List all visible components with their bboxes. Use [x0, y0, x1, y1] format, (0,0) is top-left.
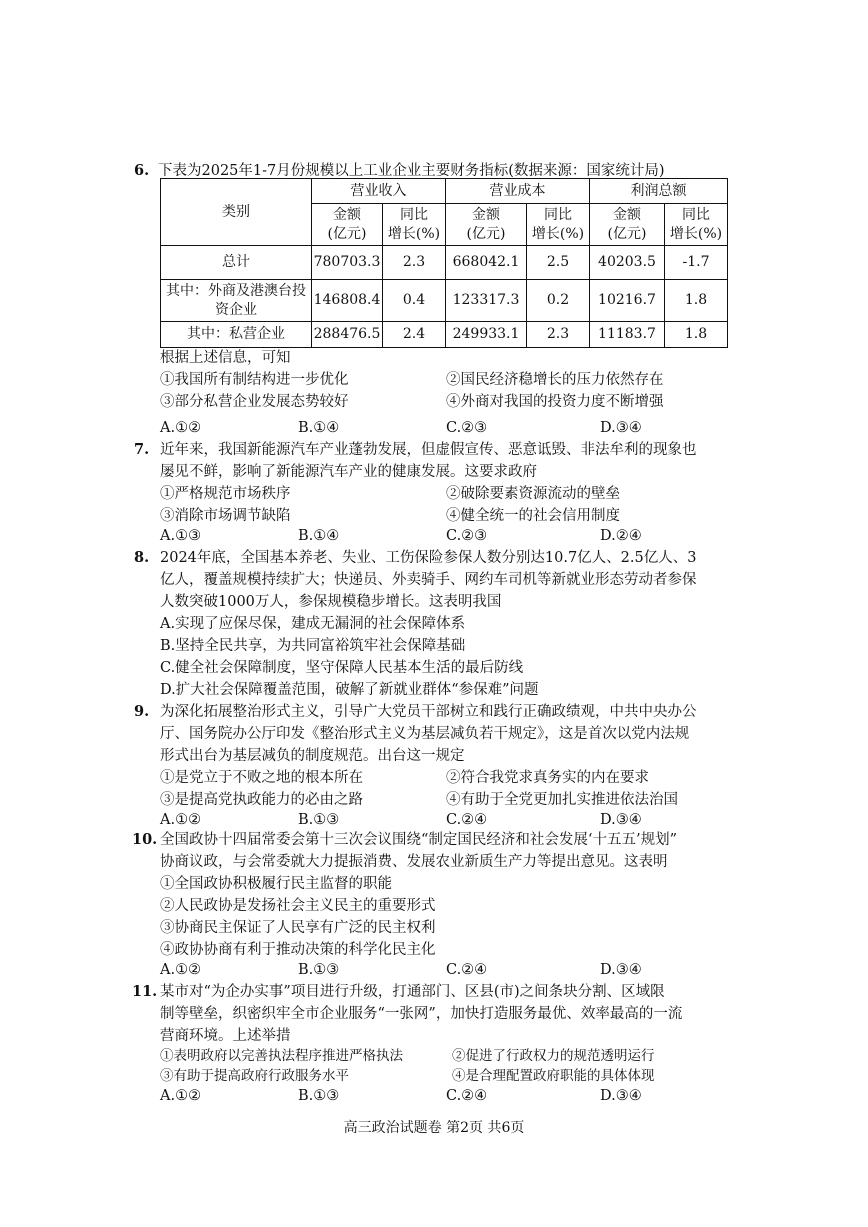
table-cell: 11183.7	[590, 322, 665, 348]
question-number: 8.	[134, 549, 150, 566]
question-stem-line: 近年来，我国新能源汽车产业蓬勃发展，但虚假宣传、恶意诋毁、非法牟利的现象也	[160, 442, 697, 458]
statement-item: ④有助于全党更加扎实推进依法治国	[446, 792, 678, 808]
choice-option: D.扩大社会保障覆盖范围，破解了新就业群体“参保难”问题	[160, 682, 539, 698]
choice-option: C.②③	[446, 420, 488, 436]
question-stem-line: 2024年底，全国基本养老、失业、工伤保险参保人数分别达10.7亿人、2.5亿人、3	[160, 550, 697, 566]
statement-item: ①我国所有制结构进一步优化	[160, 372, 349, 388]
table-header-group: 营业成本	[446, 179, 590, 204]
table-cell: 288476.5	[312, 322, 383, 348]
table-cell: 123317.3	[446, 280, 527, 322]
question-stem-line: 人数突破1000万人，参保规模稳步增长。这表明我国	[160, 594, 502, 610]
page-footer: 高三政治试题卷 第2页 共6页	[343, 1120, 525, 1136]
question-number: 10.	[132, 831, 158, 848]
statement-item: ④政协协商有利于推动决策的科学化民主化	[160, 942, 436, 958]
table-cell: -1.7	[665, 246, 728, 280]
choice-option: A.①②	[160, 1088, 202, 1104]
table-cell: 1.8	[665, 322, 728, 348]
choice-option: A.①③	[160, 528, 202, 544]
choice-option: B.①③	[298, 962, 340, 978]
table-row	[161, 322, 728, 348]
statement-item: ②符合我党求真务实的内在要求	[446, 770, 649, 786]
question-lead: 根据上述信息，可知	[160, 350, 291, 366]
choice-option: D.②④	[600, 528, 642, 544]
table-subheader-amount: 金额 (亿元)	[446, 204, 527, 246]
table-cell: 780703.3	[312, 246, 383, 280]
question-stem-line: 全国政协十四届常委会第十三次会议围绕“制定国民经济和社会发展‘十五五’规划”	[160, 832, 678, 848]
table-cell: 249933.1	[446, 322, 527, 348]
choice-option: C.②④	[446, 962, 488, 978]
table-subheader-growth: 同比 增长(%)	[665, 204, 728, 246]
choice-option: A.①②	[160, 962, 202, 978]
choice-option: B.①④	[298, 528, 340, 544]
choice-option: B.①③	[298, 812, 340, 828]
choice-option: C.②③	[446, 528, 488, 544]
statement-item: ③部分私营企业发展态势较好	[160, 394, 349, 410]
statement-item: ②促进了行政权力的规范透明运行	[452, 1048, 655, 1064]
question-stem-line: 屡见不鲜，影响了新能源汽车产业的健康发展。这要求政府	[160, 464, 537, 480]
choice-option: C.②④	[446, 1088, 488, 1104]
statement-item: ②国民经济稳增长的压力依然存在	[446, 372, 664, 388]
table-cell: 10216.7	[590, 280, 665, 322]
question-stem-line: 营商环境。上述举措	[160, 1028, 291, 1044]
table-row	[161, 246, 728, 280]
statement-item: ④是合理配置政府职能的具体体现	[452, 1068, 655, 1084]
choice-option: D.③④	[600, 812, 642, 828]
question-number: 6.	[134, 162, 150, 179]
choice-option: D.③④	[600, 1088, 642, 1104]
statement-item: ②人民政协是发扬社会主义民主的重要形式	[160, 898, 436, 914]
statement-item: ①表明政府以完善执法程序推进严格执法	[160, 1048, 403, 1064]
table-header-group: 营业收入	[312, 179, 446, 204]
choice-option: B.①④	[298, 420, 340, 436]
statement-item: ③消除市场调节缺陷	[160, 508, 291, 524]
choice-option: B.①③	[298, 1088, 340, 1104]
choice-option: D.③④	[600, 420, 642, 436]
choice-option: C.健全社会保障制度，坚守保障人民基本生活的最后防线	[160, 660, 524, 676]
statement-item: ④外商对我国的投资力度不断增强	[446, 394, 664, 410]
statement-item: ①全国政协积极履行民主监督的职能	[160, 876, 392, 892]
table-cell: 2.5	[527, 246, 590, 280]
table-row-label: 其中：外商及港澳台投资企业	[161, 280, 312, 322]
question-stem-line: 为深化拓展整治形式主义，引导广大党员干部树立和践行正确政绩观，中共中央办公	[160, 704, 697, 720]
question-stem: 下表为2025年1-7月份规模以上工业企业主要财务指标(数据来源：国家统计局)	[158, 163, 665, 179]
choice-option: A.①②	[160, 420, 202, 436]
statement-item: ③是提高党执政能力的必由之路	[160, 792, 363, 808]
question-stem-line: 厅、国务院办公厅印发《整治形式主义为基层减负若干规定》，这是首次以党内法规	[160, 726, 690, 742]
choice-option: C.②④	[446, 812, 488, 828]
table-row	[161, 280, 728, 322]
question-number: 7.	[134, 441, 150, 458]
table-cell: 40203.5	[590, 246, 665, 280]
table-header-category: 类别	[161, 179, 312, 246]
statement-item: ③有助于提高政府行政服务水平	[160, 1068, 349, 1084]
table-subheader-amount: 金额 (亿元)	[590, 204, 665, 246]
question-stem-line: 某市对“为企办实事”项目进行升级，打通部门、区县(市)之间条块分割、区域限	[160, 984, 665, 1000]
table-cell: 668042.1	[446, 246, 527, 280]
financial-indicators-table	[160, 178, 728, 348]
statement-item: ④健全统一的社会信用制度	[446, 508, 620, 524]
table-row-label: 总计	[161, 246, 312, 280]
table-cell: 146808.4	[312, 280, 383, 322]
question-stem-line: 协商议政，与会常委就大力提振消费、发展农业新质生产力等提出意见。这表明	[160, 854, 668, 870]
question-stem-line: 形式出台为基层减负的制度规范。出台这一规定	[160, 748, 465, 764]
table-cell: 2.3	[383, 246, 446, 280]
choice-option: A.①②	[160, 812, 202, 828]
table-cell: 0.2	[527, 280, 590, 322]
table-row-label: 其中：私营企业	[161, 322, 312, 348]
choice-option: D.③④	[600, 962, 642, 978]
question-stem-line: 亿人，覆盖规模持续扩大；快递员、外卖骑手、网约车司机等新就业形态劳动者参保	[160, 572, 697, 588]
question-number: 9.	[134, 703, 150, 720]
choice-option: B.坚持全民共享，为共同富裕筑牢社会保障基础	[160, 638, 466, 654]
table-subheader-growth: 同比 增长(%)	[383, 204, 446, 246]
table-cell: 0.4	[383, 280, 446, 322]
statement-item: ①是党立于不败之地的根本所在	[160, 770, 363, 786]
statement-item: ③协商民主保证了人民享有广泛的民主权利	[160, 920, 436, 936]
table-header-group: 利润总额	[590, 179, 728, 204]
question-stem-line: 制等壁垒，织密织牢全市企业服务“一张网”，加快打造服务最优、效率最高的一流	[160, 1006, 683, 1022]
choice-option: A.实现了应保尽保，建成无漏洞的社会保障体系	[160, 616, 466, 632]
statement-item: ①严格规范市场秩序	[160, 486, 291, 502]
table-subheader-growth: 同比 增长(%)	[527, 204, 590, 246]
table-cell: 1.8	[665, 280, 728, 322]
table-cell: 2.3	[527, 322, 590, 348]
table-cell: 2.4	[383, 322, 446, 348]
table-subheader-amount: 金额 (亿元)	[312, 204, 383, 246]
statement-item: ②破除要素资源流动的壁垒	[446, 486, 620, 502]
question-number: 11.	[132, 983, 158, 1000]
